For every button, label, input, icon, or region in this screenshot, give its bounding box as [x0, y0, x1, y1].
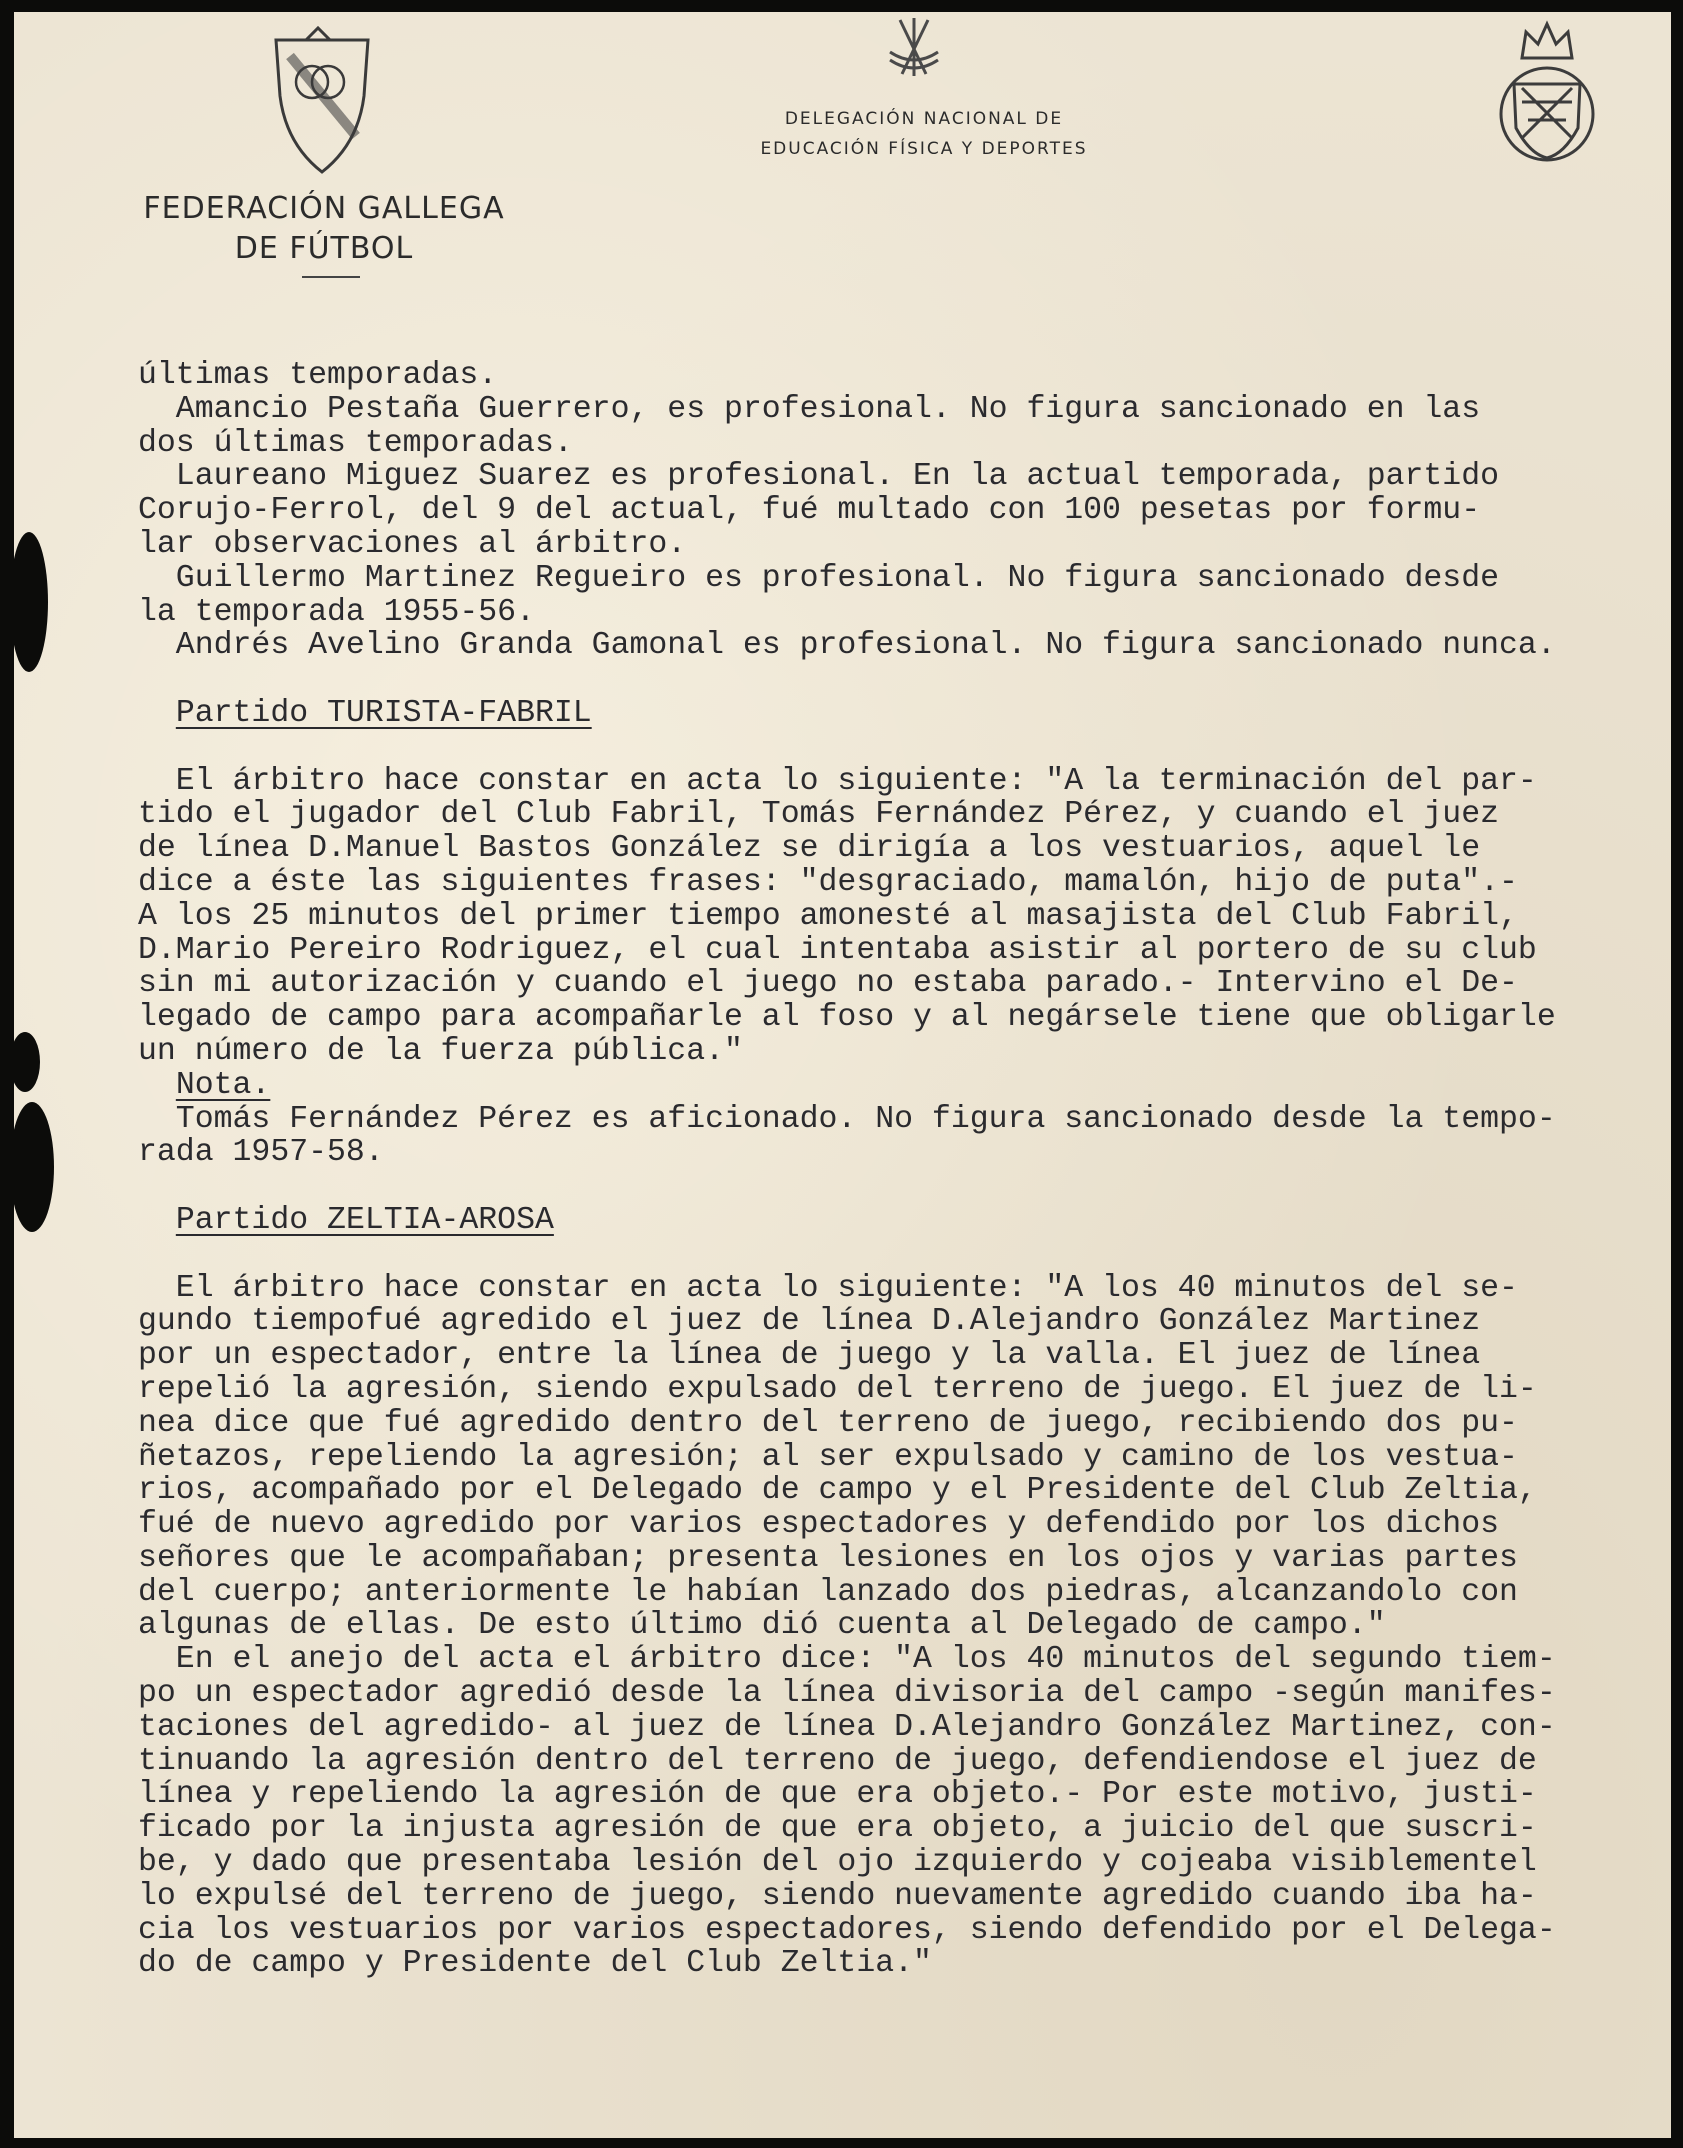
text-line: por un espectador, entre la línea de juego y la valla. El juez de línea	[138, 1338, 1481, 1374]
text-line: D.Mario Pereiro Rodriguez, el cual intentaba asistir al portero de su club	[138, 932, 1537, 968]
section-heading	[138, 1204, 1678, 1238]
text-line: nea dice que fué agredido dentro del terreno de juego, recibiendo dos pu-	[138, 1405, 1518, 1441]
text-line: dice a éste las siguientes frases: "desgraciado, mamalón, hijo de puta".-	[138, 864, 1518, 900]
text-line: sin mi autorización y cuando el juego no estaba parado.- Intervino el De-	[138, 966, 1518, 1002]
text-line: lo expulsé del terreno de juego, siendo nuevamente agredido cuando iba ha-	[138, 1878, 1537, 1914]
federation-name-line1: FEDERACIÓN GALLEGA	[143, 191, 505, 226]
text-line: lar observaciones al árbitro.	[138, 526, 687, 562]
text-line: la temporada 1955-56.	[138, 594, 535, 630]
section-heading-text: Partido ZELTIA-AROSA	[175, 1202, 554, 1238]
text-line: Corujo-Ferrol, del 9 del actual, fué multado con 100 pesetas por formu-	[138, 493, 1481, 529]
federation-crest-icon	[266, 26, 378, 178]
text-line: do de campo y Presidente del Club Zeltia."	[138, 1946, 932, 1982]
royal-crest-icon	[1492, 18, 1602, 168]
delegation-name	[714, 104, 1134, 164]
delegation-name-line1: DELEGACIÓN NACIONAL DE	[784, 109, 1064, 129]
text-line	[138, 1170, 1678, 1204]
yoke-arrows-emblem-icon	[882, 12, 946, 82]
text-line: legado de campo para acompañarle al foso y al negársele tiene que obligarle	[138, 1000, 1556, 1036]
torn-edge-mark	[10, 1032, 40, 1092]
text-line: tido el jugador del Club Fabril, Tomás Fernández Pérez, y cuando el juez	[138, 797, 1500, 833]
letterhead-divider	[302, 276, 360, 278]
text-line: gundo tiempofué agredido el juez de línea D.Alejandro González Martinez	[138, 1304, 1481, 1340]
text-line: línea y repeliendo la agresión de que era objeto.- Por este motivo, justi-	[138, 1777, 1537, 1813]
section-heading	[138, 697, 1678, 731]
text-line: rada 1957-58.	[138, 1135, 384, 1171]
text-line: repelió la agresión, siendo expulsado del terreno de juego. El juez de li-	[138, 1371, 1537, 1407]
text-line	[138, 1238, 1678, 1272]
text-line	[138, 731, 1678, 765]
text-line: tinuando la agresión dentro del terreno de juego, defendiendose el juez de	[138, 1743, 1537, 1779]
text-line: El árbitro hace constar en acta lo siguiente: "A la terminación del par-	[138, 763, 1537, 799]
document-page	[14, 12, 1671, 2138]
torn-edge-mark	[10, 1102, 54, 1232]
federation-name	[124, 189, 524, 269]
text-line: Tomás Fernández Pérez es aficionado. No figura sancionado desde la tempo-	[138, 1101, 1556, 1137]
federation-name-line2: DE FÚTBOL	[234, 231, 414, 266]
text-line	[138, 663, 1678, 697]
text-line: Guillermo Martinez Regueiro es profesional. No figura sancionado desde	[138, 560, 1500, 596]
text-line: cia los vestuarios por varios espectadores, siendo defendido por el Delega-	[138, 1912, 1556, 1948]
torn-edge-mark	[10, 532, 48, 672]
section-heading-text: Partido TURISTA-FABRIL	[175, 695, 592, 731]
text-line: fué de nuevo agredido por varios espectadores y defendido por los dichos	[138, 1507, 1500, 1543]
document-body	[138, 359, 1678, 1981]
text-line: señores que le acompañaban; presenta lesiones en los ojos y varias partes	[138, 1540, 1518, 1576]
text-line: taciones del agredido- al juez de línea D.Alejandro González Martinez, con-	[138, 1709, 1556, 1745]
text-line: ñetazos, repeliendo la agresión; al ser expulsado y camino de los vestua-	[138, 1439, 1518, 1475]
text-line: rios, acompañado por el Delegado de campo y el Presidente del Club Zeltia,	[138, 1473, 1537, 1509]
text-line: de línea D.Manuel Bastos González se dirigía a los vestuarios, aquel le	[138, 831, 1481, 867]
delegation-name-line2: EDUCACIÓN FÍSICA Y DEPORTES	[760, 139, 1088, 159]
text-line: En el anejo del acta el árbitro dice: "A los 40 minutos del segundo tiem-	[138, 1642, 1556, 1678]
text-line: ficado por la injusta agresión de que era objeto, a juicio del que suscri-	[138, 1811, 1537, 1847]
text-line: El árbitro hace constar en acta lo siguiente: "A los 40 minutos del se-	[138, 1270, 1518, 1306]
text-line: algunas de ellas. De esto último dió cuenta al Delegado de campo."	[138, 1608, 1386, 1644]
text-line: dos últimas temporadas.	[138, 425, 573, 461]
text-line: Andrés Avelino Granda Gamonal es profesional. No figura sancionado nunca.	[138, 628, 1556, 664]
text-line: Laureano Miguez Suarez es profesional. En la actual temporada, partido	[138, 459, 1500, 495]
text-line: últimas temporadas.	[138, 358, 498, 393]
section-heading	[138, 1069, 1678, 1103]
text-line: un número de la fuerza pública."	[138, 1033, 743, 1069]
text-line: po un espectador agredió desde la línea divisoria del campo -según manifes-	[138, 1676, 1556, 1712]
section-heading-text: Nota.	[175, 1067, 271, 1103]
text-line: del cuerpo; anteriormente le habían lanzado dos piedras, alcanzandolo con	[138, 1574, 1518, 1610]
text-line: A los 25 minutos del primer tiempo amonesté al masajista del Club Fabril,	[138, 898, 1518, 934]
text-line: Amancio Pestaña Guerrero, es profesional. No figura sancionado en las	[138, 391, 1481, 427]
text-line: be, y dado que presentaba lesión del ojo izquierdo y cojeaba visiblementel	[138, 1845, 1537, 1881]
